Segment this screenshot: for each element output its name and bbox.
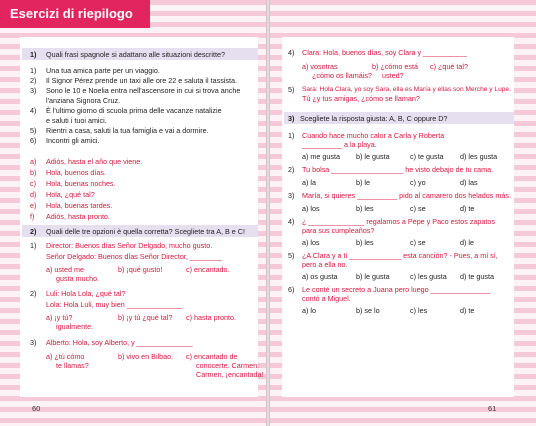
option-d[interactable]: d) te [460, 204, 475, 213]
answer-letter: b) [30, 168, 37, 177]
page-number: 61 [488, 404, 497, 413]
item-number: 5) [288, 85, 295, 94]
option-c[interactable]: c) ¿qué tal? [430, 62, 468, 71]
sentence-line: Tu bolsa __________________ he visto debajo de tu cama. [302, 165, 494, 174]
situation-text: l'anziana Signora Cruz. [46, 96, 121, 105]
situation-text: Sono le 10 e Noelia entra nell'ascensore in cui si trova anche [46, 86, 241, 95]
option-c[interactable]: c) se [410, 204, 426, 213]
answer-text[interactable]: Hola, buenas noches. [46, 179, 116, 188]
question-prompt: Scegliete la risposta giusta: A, B, C oppure D? [300, 114, 448, 123]
answer-text[interactable]: Hola, ¿qué tal? [46, 190, 95, 199]
section-header: Esercizi di riepilogo [0, 0, 150, 28]
answer-letter: d) [30, 190, 37, 199]
dialog-line: Sara: Hola Clara, yo soy Sara, ella es María y ellas son Merche y Lupe. [302, 86, 511, 93]
option-a-cont: gusta mucho. [56, 274, 100, 283]
question-prompt: Quali delle tre opzioni è quella corretta? Scegliete tra A, B e C! [46, 227, 245, 236]
option-c[interactable]: c) yo [410, 178, 426, 187]
option-a[interactable]: a) los [302, 238, 320, 247]
option-a[interactable]: a) la [302, 178, 316, 187]
option-d[interactable]: d) te [460, 306, 475, 315]
situation-number: 4) [30, 106, 37, 115]
sentence-line: Cuando hace mucho calor a Carla y Roberta [302, 131, 445, 140]
option-b[interactable]: b) ¡y tú ¿qué tal? [118, 313, 173, 322]
option-a-cont: igualmente. [56, 322, 94, 331]
answer-text[interactable]: Adiós, hasta pronto. [46, 212, 110, 221]
item-number: 1) [30, 241, 37, 250]
question-number: 1) [30, 50, 37, 59]
option-d[interactable]: d) le [460, 238, 474, 247]
sentence-line: ¿A Clara y a ti _____________ esta canción? - Pues, a mí sí, [302, 251, 498, 260]
option-c[interactable]: c) les [410, 306, 428, 315]
answer-text[interactable]: Hola, buenos días. [46, 168, 106, 177]
situation-text: È l'ultimo giorno di scuola prima delle vacanze natalizie [46, 106, 222, 115]
situation-text: e saluti i tuoi amici. [46, 116, 107, 125]
option-c-cont: conocerte. Carmen: [196, 361, 260, 370]
item-number: 2) [30, 289, 37, 298]
item-number: 5) [288, 251, 295, 260]
dialog-line: Lola: Hola Luli, muy bien ______________ [46, 300, 183, 309]
option-a[interactable]: a) os gusta [302, 272, 338, 281]
right-page [270, 0, 536, 426]
option-a[interactable]: a) los [302, 204, 320, 213]
option-b-cont: usted? [382, 71, 404, 80]
item-number: 4) [288, 217, 295, 226]
sentence-line: María, si quieres __________ pido al camarero dos helados más. [302, 191, 511, 200]
option-a[interactable]: a) ¡y tú? [46, 313, 73, 322]
option-d[interactable]: d) te gusta [460, 272, 494, 281]
question-number: 2) [30, 227, 37, 236]
answer-letter: f) [30, 212, 35, 221]
item-number: 3) [288, 191, 295, 200]
item-number: 4) [288, 48, 295, 57]
option-b[interactable]: b) vivo en Bilbao. [118, 352, 174, 361]
situation-number: 5) [30, 126, 37, 135]
situation-text: Incontri gli amici. [46, 136, 100, 145]
answer-letter: e) [30, 201, 37, 210]
option-a[interactable]: a) ¿tú cómo [46, 352, 85, 361]
option-d[interactable]: d) las [460, 178, 478, 187]
dialog-line: Luli: Hola Lola, ¿qué tal? [46, 289, 126, 298]
option-c[interactable]: c) hasta pronto. [186, 313, 236, 322]
option-c[interactable]: c) encantado de [186, 352, 238, 361]
left-page [0, 0, 266, 426]
answer-text[interactable]: Adiós, hasta el año que viene. [46, 157, 143, 166]
item-number: 6) [288, 285, 295, 294]
situation-number: 2) [30, 76, 37, 85]
sentence-line: para sus cumpleaños? [302, 226, 375, 235]
option-b[interactable]: b) le gusta [356, 152, 390, 161]
option-d[interactable]: d) les gusta [460, 152, 498, 161]
page-number: 60 [32, 404, 41, 413]
option-b[interactable]: b) ¡qué gusto! [118, 265, 163, 274]
option-b[interactable]: b) le gusta [356, 272, 390, 281]
option-a[interactable]: a) me gusta [302, 152, 340, 161]
sentence-line: contó a Miguel. [302, 294, 351, 303]
option-c[interactable]: c) les gusta [410, 272, 447, 281]
option-a[interactable]: a) vosotras [302, 62, 338, 71]
option-a-cont: te llamas? [56, 361, 89, 370]
dialog-line: Director: Buenos días Señor Delgado, mucho gusto. [46, 241, 213, 250]
question-prompt: Quali frasi spagnole si adattano alle situazioni descritte? [46, 50, 225, 59]
option-b[interactable]: b) se lo [356, 306, 380, 315]
sentence-line: ¿ ______________ regalamos a Pepe y Paco estos zapatos [302, 217, 495, 226]
option-b[interactable]: b) le [356, 178, 370, 187]
dialog-line: Alberto: Hola, soy Alberto, y ______________ [46, 338, 193, 347]
item-number: 3) [30, 338, 37, 347]
situation-number: 1) [30, 66, 37, 75]
situation-number: 3) [30, 86, 37, 95]
situation-text: Rientri a casa, saluti la tua famiglia e vai a dormire. [46, 126, 209, 135]
sentence-line: __________ a la playa. [302, 140, 377, 149]
item-number: 2) [288, 165, 295, 174]
option-c-cont: Carmen, ¡encantada! [196, 370, 264, 379]
sentence-line: pero a ella no. [302, 260, 348, 269]
situation-text: Una tua amica parte per un viaggio. [46, 66, 160, 75]
dialog-line: Señor Delgado: Buenos días Señor Director, ________ [46, 252, 222, 261]
option-b[interactable]: b) les [356, 204, 374, 213]
option-c[interactable]: c) te gusta [410, 152, 444, 161]
question-number: 3) [288, 114, 295, 123]
answer-letter: a) [30, 157, 37, 166]
dialog-line: Tú ¿y tus amigas, ¿cómo se llaman? [302, 94, 420, 103]
dialog-line: Clara: Hola, buenos días, soy Clara y ___________ [302, 48, 468, 57]
option-a-cont: ¿cómo os llamáis? [312, 71, 372, 80]
item-number: 1) [288, 131, 295, 140]
sentence-line: Le conté un secreto a Juana pero luego _______________ [302, 285, 491, 294]
option-b[interactable]: b) les [356, 238, 374, 247]
answer-letter: c) [30, 179, 36, 188]
option-a[interactable]: a) usted me [46, 265, 84, 274]
option-c[interactable]: c) encantado. [186, 265, 230, 274]
situation-text: Il Signor Pérez prende un taxi alle ore 22 e saluta il tassista. [46, 76, 237, 85]
option-c[interactable]: c) se [410, 238, 426, 247]
option-b[interactable]: b) ¿cómo está [372, 62, 418, 71]
situation-number: 6) [30, 136, 37, 145]
answer-text[interactable]: Hola, buenas tardes. [46, 201, 113, 210]
option-a[interactable]: a) lo [302, 306, 316, 315]
